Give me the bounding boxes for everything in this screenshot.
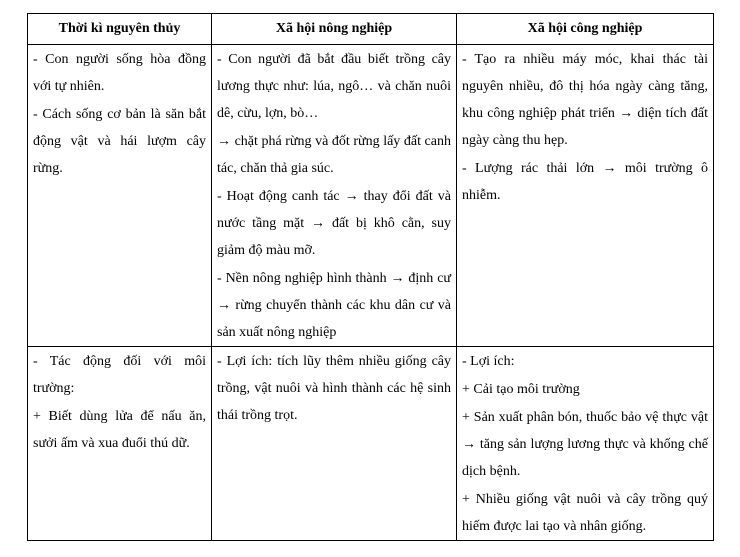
cell-paragraph: - Nền nông nghiệp hình thành → định cư → rừng chuyển thành các khu dân cư và sản xuất nông nghiệp (217, 271, 451, 340)
cell-paragraph: + Sản xuất phân bón, thuốc bảo vệ thực vật → tăng sản lượng lương thực và khống chế dịch bệnh. (462, 410, 708, 479)
cell-paragraph: + Nhiều giống vật nuôi và cây trồng quý hiếm được lai tạo và nhân giống. (462, 492, 708, 534)
cell-paragraph: - Con người sống hòa đồng với tự nhiên. (33, 52, 206, 94)
cell-paragraph: - Lợi ích: tích lũy thêm nhiều giống cây trồng, vật nuôi và hình thành các hệ sinh thái trồng trọt. (217, 354, 451, 423)
table-row (28, 347, 714, 541)
comparison-table (27, 13, 714, 541)
table-cell-primitive-era (28, 45, 212, 347)
table-cell-industrial-society (457, 45, 714, 347)
table-cell-primitive-era (28, 347, 212, 541)
cell-paragraph: - Hoạt động canh tác → thay đổi đất và nước tầng mặt → đất bị khô cằn, suy giảm độ màu mỡ. (217, 189, 451, 258)
table-cell-agricultural-society (212, 45, 457, 347)
cell-paragraph: + Cải tạo môi trường (462, 382, 580, 397)
header-industrial-society: Xã hội công nghiệp (457, 14, 714, 45)
header-agricultural-society: Xã hội nông nghiệp (212, 14, 457, 45)
header-row (28, 14, 714, 45)
cell-paragraph: - Tạo ra nhiều máy móc, khai thác tài nguyên nhiều, đô thị hóa ngày càng tăng, khu công nghiệp phát triển → diện tích đất ngày càng thu hẹp. (462, 52, 708, 148)
cell-paragraph: - Tác động đối với môi trường: (33, 354, 206, 396)
table-cell-industrial-society (457, 347, 714, 541)
table-row (28, 45, 714, 347)
cell-paragraph: - Con người đã bắt đầu biết trồng cây lương thực như: lúa, ngô… và chăn nuôi dê, cừu, lợn, bò… (217, 52, 451, 121)
cell-paragraph: - Cách sống cơ bản là săn bắt động vật và hái lượm cây rừng. (33, 107, 206, 176)
cell-paragraph: + Biết dùng lửa để nấu ăn, sưởi ấm và xua đuổi thú dữ. (33, 409, 206, 451)
cell-paragraph: - Lượng rác thải lớn → môi trường ô nhiễm. (462, 161, 708, 203)
table-cell-agricultural-society (212, 347, 457, 541)
cell-paragraph: → chặt phá rừng và đốt rừng lấy đất canh tác, chăn thả gia súc. (217, 134, 451, 176)
cell-paragraph: - Lợi ích: (462, 354, 515, 369)
header-primitive-era: Thời kì nguyên thủy (28, 14, 212, 45)
